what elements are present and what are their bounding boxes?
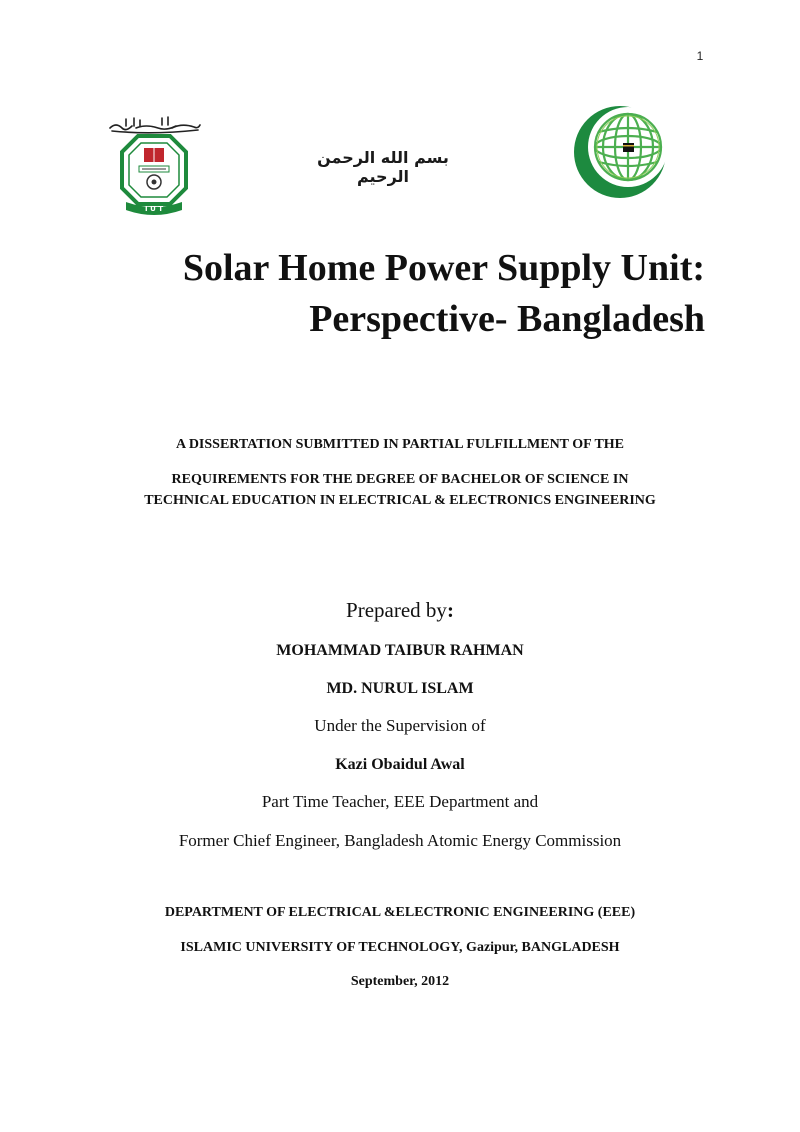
author-2: MD. NURUL ISLAM (326, 680, 474, 697)
iut-banner-text: I U T (145, 205, 163, 213)
iut-logo (106, 116, 202, 216)
prepared-by-text: Prepared by (346, 598, 447, 622)
prepared-by-label (60, 598, 740, 623)
submission-date: September, 2012 (350, 974, 450, 989)
author-1: MOHAMMAD TAIBUR RAHMAN (276, 642, 524, 659)
bismillah-text: بسم الله الرحمن الرحيم (317, 148, 449, 186)
supervisor-name: Kazi Obaidul Awal (335, 756, 465, 773)
title-line-1: Solar Home Power Supply Unit: (182, 247, 705, 289)
dissertation-line-1: A DISSERTATION SUBMITTED IN PARTIAL FULFILLMENT OF THE (175, 437, 625, 452)
department-name: DEPARTMENT OF ELECTRICAL &ELECTRONIC ENGINEERING (EEE) (164, 905, 636, 920)
dissertation-line-2: REQUIREMENTS FOR THE DEGREE OF BACHELOR OF SCIENCE IN (171, 472, 629, 487)
prepared-by-colon: : (446, 598, 454, 622)
page-number: 1 (696, 49, 704, 63)
university-name: ISLAMIC UNIVERSITY OF TECHNOLOGY, Gazipur, BANGLADESH (180, 940, 620, 955)
document-title (100, 243, 705, 345)
oic-globe-crescent-icon (570, 100, 670, 200)
supervisor-role-2: Former Chief Engineer, Bangladesh Atomic Energy Commission (178, 831, 622, 850)
dissertation-line-3: TECHNICAL EDUCATION IN ELECTRICAL & ELECTRONICS ENGINEERING (144, 493, 656, 508)
oic-logo (570, 100, 670, 200)
supervisor-role-1: Part Time Teacher, EEE Department and (261, 792, 539, 811)
title-line-2: Perspective- Bangladesh (309, 298, 705, 340)
iut-crest-icon (106, 116, 202, 216)
supervision-label: Under the Supervision of (314, 716, 486, 735)
